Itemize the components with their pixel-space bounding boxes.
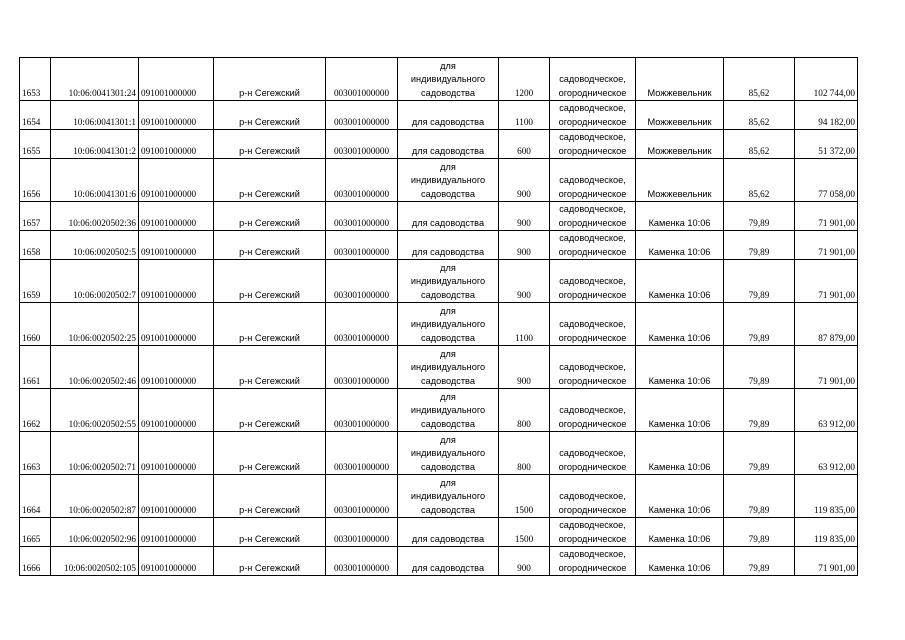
table-row (20, 58, 858, 101)
locality-cell: Каменка 10:06 (636, 547, 724, 576)
row-number-cell: 1663 (20, 432, 51, 475)
land-registry-table (19, 57, 858, 576)
land-use-type-cell (550, 432, 636, 475)
permitted-use-line: индивидуального (410, 405, 486, 415)
area-cell: 900 (499, 231, 550, 260)
row-number-cell: 1666 (20, 547, 51, 576)
cadastral-value-cell: 71 901,00 (795, 346, 858, 389)
permitted-use-cell (398, 547, 499, 576)
district-cell: р-н Сегежский (214, 303, 326, 346)
cadastral-number-cell: 10:06:0020502:71 (51, 432, 139, 475)
permitted-use-cell (398, 303, 499, 346)
cadastral-number-cell: 10:06:0020502:87 (51, 475, 139, 518)
cadastral-value-cell: 71 901,00 (795, 547, 858, 576)
okato-code-cell: 091001000000 (139, 58, 214, 101)
locality-cell: Можжевельник (636, 101, 724, 130)
land-use-type-line: садоводческое, (559, 276, 626, 286)
cadastral-number-cell: 10:06:0020502:25 (51, 303, 139, 346)
permitted-use-line: для садоводства (411, 217, 485, 228)
row-number-cell: 1664 (20, 475, 51, 518)
cadastral-number-cell: 10:06:0020502:55 (51, 389, 139, 432)
land-use-type-line: огородническое (558, 461, 627, 472)
permitted-use-line: индивидуального (410, 491, 486, 501)
oktmo-code-cell: 003001000000 (326, 303, 398, 346)
cadastral-number-cell: 10:06:0020502:7 (51, 260, 139, 303)
oktmo-code-cell: 003001000000 (326, 260, 398, 303)
land-use-type-line: огородническое (558, 87, 627, 98)
permitted-use-line: для (440, 60, 456, 71)
permitted-use-line: индивидуального (410, 319, 486, 329)
specific-value-cell: 79,89 (724, 346, 795, 389)
table-row (20, 475, 858, 518)
permitted-use-line: для (440, 434, 456, 445)
land-use-type-line: садоводческое, (559, 233, 626, 243)
okato-code-cell: 091001000000 (139, 432, 214, 475)
district-cell: р-н Сегежский (214, 475, 326, 518)
locality-cell: Каменка 10:06 (636, 202, 724, 231)
land-use-type-cell (550, 547, 636, 576)
permitted-use-line: для (440, 305, 456, 316)
row-number-cell: 1654 (20, 101, 51, 130)
locality-cell: Каменка 10:06 (636, 518, 724, 547)
locality-cell: Каменка 10:06 (636, 346, 724, 389)
permitted-use-line: индивидуального (410, 362, 486, 372)
specific-value-cell: 79,89 (724, 547, 795, 576)
table-row (20, 389, 858, 432)
oktmo-code-cell: 003001000000 (326, 432, 398, 475)
specific-value-cell: 79,89 (724, 475, 795, 518)
land-use-type-line: огородническое (558, 375, 627, 386)
land-use-type-line: огородническое (558, 188, 627, 199)
row-number-cell: 1661 (20, 346, 51, 389)
cadastral-value-cell: 51 372,00 (795, 130, 858, 159)
permitted-use-cell (398, 130, 499, 159)
permitted-use-cell (398, 58, 499, 101)
locality-cell: Каменка 10:06 (636, 260, 724, 303)
specific-value-cell: 79,89 (724, 260, 795, 303)
specific-value-cell: 85,62 (724, 58, 795, 101)
okato-code-cell: 091001000000 (139, 547, 214, 576)
specific-value-cell: 79,89 (724, 303, 795, 346)
area-cell: 800 (499, 389, 550, 432)
table-row (20, 231, 858, 260)
permitted-use-line: садоводства (421, 289, 475, 300)
permitted-use-line: для (440, 348, 456, 359)
land-use-type-cell (550, 518, 636, 547)
okato-code-cell: 091001000000 (139, 130, 214, 159)
locality-cell: Можжевельник (636, 58, 724, 101)
land-use-type-cell (550, 101, 636, 130)
oktmo-code-cell: 003001000000 (326, 475, 398, 518)
land-use-type-line: огородническое (558, 332, 627, 343)
table-row (20, 432, 858, 475)
locality-cell: Каменка 10:06 (636, 475, 724, 518)
permitted-use-line: садоводства (421, 332, 475, 343)
table-row (20, 130, 858, 159)
locality-cell: Каменка 10:06 (636, 231, 724, 260)
district-cell: р-н Сегежский (214, 231, 326, 260)
district-cell: р-н Сегежский (214, 346, 326, 389)
specific-value-cell: 85,62 (724, 130, 795, 159)
permitted-use-line: для (440, 477, 456, 488)
cadastral-value-cell: 102 744,00 (795, 58, 858, 101)
permitted-use-line: для садоводства (411, 145, 485, 156)
row-number-cell: 1658 (20, 231, 51, 260)
area-cell: 900 (499, 547, 550, 576)
land-use-type-line: садоводческое, (559, 204, 626, 214)
land-use-type-cell (550, 202, 636, 231)
okato-code-cell: 091001000000 (139, 518, 214, 547)
okato-code-cell: 091001000000 (139, 231, 214, 260)
permitted-use-line: для (440, 262, 456, 273)
row-number-cell: 1665 (20, 518, 51, 547)
land-use-type-line: огородническое (558, 533, 627, 544)
district-cell: р-н Сегежский (214, 518, 326, 547)
area-cell: 900 (499, 260, 550, 303)
land-use-type-cell (550, 389, 636, 432)
land-use-type-line: садоводческое, (559, 448, 626, 458)
table-row (20, 260, 858, 303)
locality-cell: Каменка 10:06 (636, 389, 724, 432)
table-body (20, 58, 858, 576)
okato-code-cell: 091001000000 (139, 202, 214, 231)
cadastral-number-cell: 10:06:0020502:46 (51, 346, 139, 389)
okato-code-cell: 091001000000 (139, 346, 214, 389)
okato-code-cell: 091001000000 (139, 475, 214, 518)
permitted-use-line: садоводства (421, 188, 475, 199)
land-use-type-line: садоводческое, (559, 549, 626, 559)
table-row (20, 547, 858, 576)
land-use-type-cell (550, 130, 636, 159)
locality-cell: Можжевельник (636, 130, 724, 159)
okato-code-cell: 091001000000 (139, 389, 214, 432)
land-use-type-line: садоводческое, (559, 132, 626, 142)
permitted-use-cell (398, 260, 499, 303)
permitted-use-line: садоводства (421, 375, 475, 386)
land-use-type-line: садоводческое, (559, 520, 626, 530)
land-use-type-line: огородническое (558, 217, 627, 228)
row-number-cell: 1655 (20, 130, 51, 159)
permitted-use-line: садоводства (421, 504, 475, 515)
table-row (20, 202, 858, 231)
row-number-cell: 1662 (20, 389, 51, 432)
land-use-type-cell (550, 475, 636, 518)
specific-value-cell: 79,89 (724, 389, 795, 432)
permitted-use-line: садоводства (421, 461, 475, 472)
oktmo-code-cell: 003001000000 (326, 202, 398, 231)
permitted-use-line: для садоводства (411, 246, 485, 257)
land-use-type-line: садоводческое, (559, 103, 626, 113)
land-use-type-line: садоводческое, (559, 319, 626, 329)
row-number-cell: 1656 (20, 159, 51, 202)
area-cell: 900 (499, 159, 550, 202)
area-cell: 1100 (499, 303, 550, 346)
oktmo-code-cell: 003001000000 (326, 518, 398, 547)
permitted-use-cell (398, 101, 499, 130)
cadastral-value-cell: 87 879,00 (795, 303, 858, 346)
land-use-type-line: огородническое (558, 116, 627, 127)
cadastral-value-cell: 71 901,00 (795, 202, 858, 231)
table-row (20, 518, 858, 547)
area-cell: 1100 (499, 101, 550, 130)
cadastral-value-cell: 119 835,00 (795, 518, 858, 547)
cadastral-number-cell: 10:06:0020502:36 (51, 202, 139, 231)
area-cell: 1200 (499, 58, 550, 101)
permitted-use-cell (398, 432, 499, 475)
district-cell: р-н Сегежский (214, 432, 326, 475)
permitted-use-line: для садоводства (411, 116, 485, 127)
cadastral-value-cell: 71 901,00 (795, 260, 858, 303)
oktmo-code-cell: 003001000000 (326, 101, 398, 130)
specific-value-cell: 79,89 (724, 231, 795, 260)
land-use-type-line: огородническое (558, 145, 627, 156)
land-use-type-line: садоводческое, (559, 362, 626, 372)
land-use-type-cell (550, 159, 636, 202)
table-row (20, 303, 858, 346)
area-cell: 1500 (499, 475, 550, 518)
row-number-cell: 1657 (20, 202, 51, 231)
row-number-cell: 1659 (20, 260, 51, 303)
permitted-use-line: садоводства (421, 418, 475, 429)
row-number-cell: 1653 (20, 58, 51, 101)
district-cell: р-н Сегежский (214, 260, 326, 303)
table-row (20, 346, 858, 389)
area-cell: 600 (499, 130, 550, 159)
district-cell: р-н Сегежский (214, 130, 326, 159)
locality-cell: Каменка 10:06 (636, 303, 724, 346)
permitted-use-line: для (440, 161, 456, 172)
cadastral-value-cell: 63 912,00 (795, 432, 858, 475)
permitted-use-line: индивидуального (410, 74, 486, 84)
row-number-cell: 1660 (20, 303, 51, 346)
district-cell: р-н Сегежский (214, 101, 326, 130)
land-use-type-line: садоводческое, (559, 491, 626, 501)
table-row (20, 159, 858, 202)
permitted-use-cell (398, 475, 499, 518)
land-use-type-cell (550, 58, 636, 101)
cadastral-value-cell: 71 901,00 (795, 231, 858, 260)
land-use-type-line: огородническое (558, 504, 627, 515)
land-use-type-line: огородническое (558, 289, 627, 300)
oktmo-code-cell: 003001000000 (326, 547, 398, 576)
locality-cell: Можжевельник (636, 159, 724, 202)
specific-value-cell: 79,89 (724, 518, 795, 547)
cadastral-number-cell: 10:06:0041301:24 (51, 58, 139, 101)
table-row (20, 101, 858, 130)
land-use-type-line: садоводческое, (559, 405, 626, 415)
land-use-type-line: садоводческое, (559, 175, 626, 185)
permitted-use-line: индивидуального (410, 175, 486, 185)
okato-code-cell: 091001000000 (139, 260, 214, 303)
oktmo-code-cell: 003001000000 (326, 346, 398, 389)
specific-value-cell: 85,62 (724, 159, 795, 202)
permitted-use-cell (398, 389, 499, 432)
area-cell: 900 (499, 346, 550, 389)
district-cell: р-н Сегежский (214, 389, 326, 432)
locality-cell: Каменка 10:06 (636, 432, 724, 475)
permitted-use-line: индивидуального (410, 276, 486, 286)
district-cell: р-н Сегежский (214, 159, 326, 202)
specific-value-cell: 79,89 (724, 202, 795, 231)
permitted-use-line: для садоводства (411, 533, 485, 544)
district-cell: р-н Сегежский (214, 58, 326, 101)
specific-value-cell: 79,89 (724, 432, 795, 475)
okato-code-cell: 091001000000 (139, 159, 214, 202)
district-cell: р-н Сегежский (214, 547, 326, 576)
cadastral-number-cell: 10:06:0020502:96 (51, 518, 139, 547)
district-cell: р-н Сегежский (214, 202, 326, 231)
land-use-type-cell (550, 346, 636, 389)
oktmo-code-cell: 003001000000 (326, 231, 398, 260)
cadastral-value-cell: 119 835,00 (795, 475, 858, 518)
permitted-use-line: для (440, 391, 456, 402)
cadastral-value-cell: 94 182,00 (795, 101, 858, 130)
permitted-use-cell (398, 346, 499, 389)
area-cell: 1500 (499, 518, 550, 547)
land-use-type-cell (550, 303, 636, 346)
land-use-type-line: огородническое (558, 246, 627, 257)
oktmo-code-cell: 003001000000 (326, 130, 398, 159)
cadastral-value-cell: 77 058,00 (795, 159, 858, 202)
permitted-use-cell (398, 231, 499, 260)
permitted-use-line: для садоводства (411, 562, 485, 573)
cadastral-number-cell: 10:06:0020502:5 (51, 231, 139, 260)
land-use-type-line: огородническое (558, 418, 627, 429)
okato-code-cell: 091001000000 (139, 101, 214, 130)
permitted-use-cell (398, 518, 499, 547)
cadastral-value-cell: 63 912,00 (795, 389, 858, 432)
land-use-type-line: огородническое (558, 562, 627, 573)
land-use-type-line: садоводческое, (559, 74, 626, 84)
area-cell: 900 (499, 202, 550, 231)
area-cell: 800 (499, 432, 550, 475)
cadastral-number-cell: 10:06:0041301:6 (51, 159, 139, 202)
permitted-use-cell (398, 202, 499, 231)
okato-code-cell: 091001000000 (139, 303, 214, 346)
cadastral-number-cell: 10:06:0041301:2 (51, 130, 139, 159)
oktmo-code-cell: 003001000000 (326, 159, 398, 202)
land-use-type-cell (550, 231, 636, 260)
cadastral-number-cell: 10:06:0020502:105 (51, 547, 139, 576)
permitted-use-cell (398, 159, 499, 202)
permitted-use-line: садоводства (421, 87, 475, 98)
cadastral-number-cell: 10:06:0041301:1 (51, 101, 139, 130)
specific-value-cell: 85,62 (724, 101, 795, 130)
land-use-type-cell (550, 260, 636, 303)
permitted-use-line: индивидуального (410, 448, 486, 458)
oktmo-code-cell: 003001000000 (326, 58, 398, 101)
oktmo-code-cell: 003001000000 (326, 389, 398, 432)
